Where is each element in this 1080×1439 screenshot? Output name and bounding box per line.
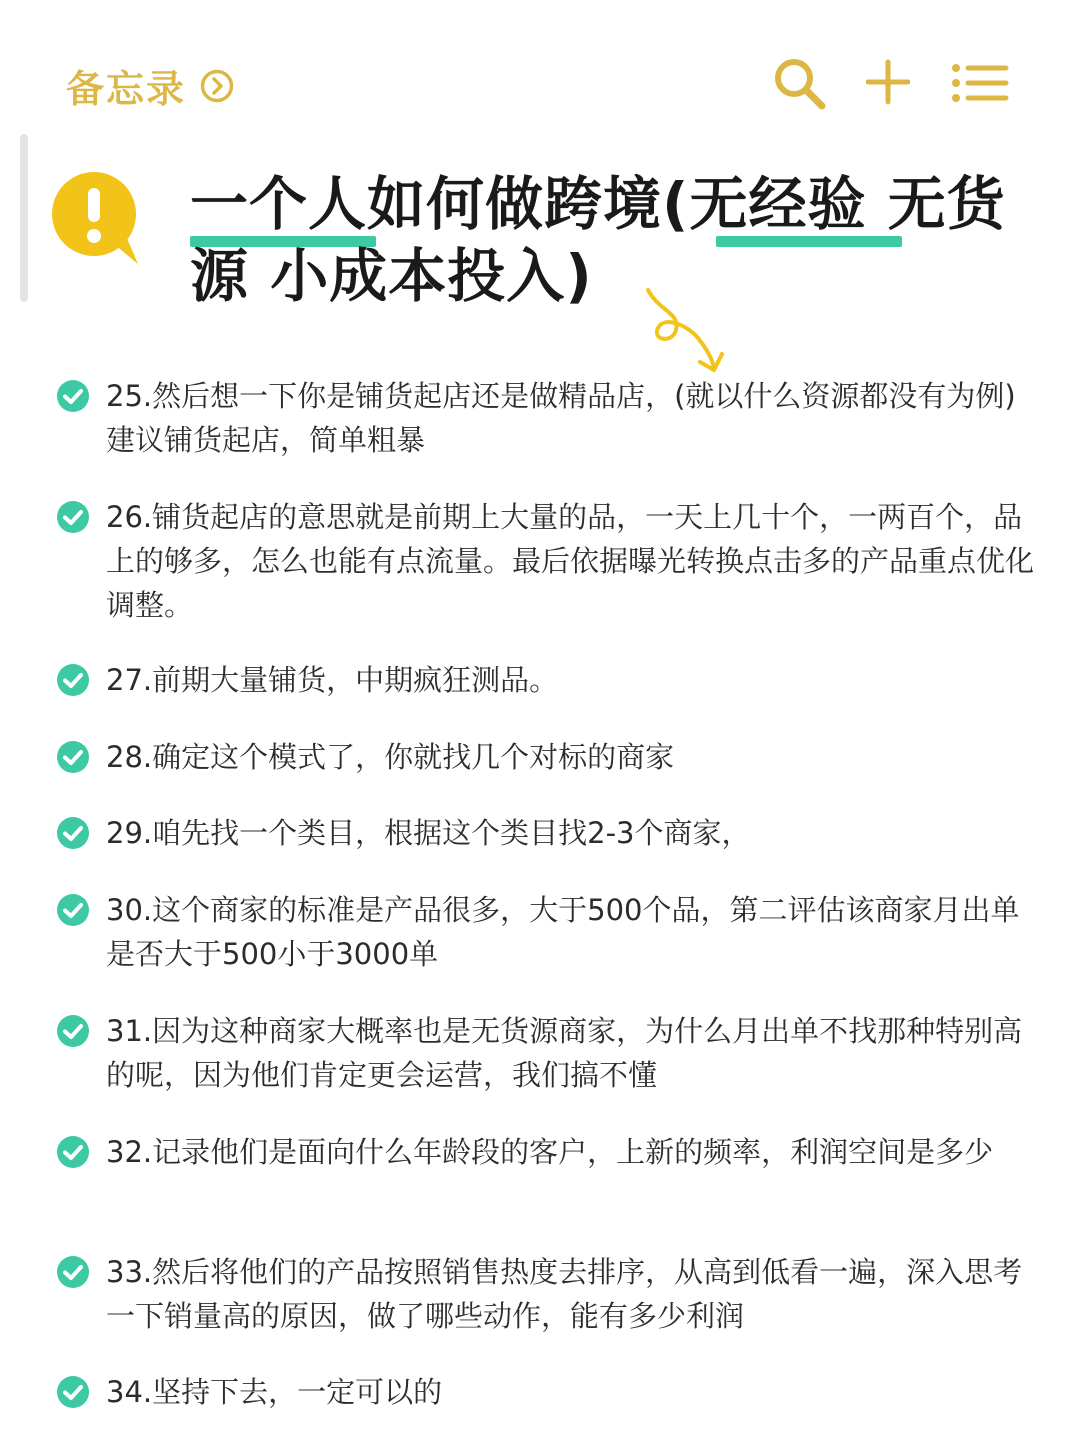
- list-item-text: 26.铺货起店的意思就是前期上大量的品，一天上几十个，一两百个，品上的够多，怎么也能有点流量。最后依据曝光转换点击多的产品重点优化调整。: [106, 500, 1035, 622]
- list-item: [56, 374, 1046, 462]
- list-item-text: 31.因为这种商家大概率也是无货源商家，为什么月出单不找那种特别高的呢，因为他们肯定更会运营，我们搞不懂: [106, 1014, 1023, 1092]
- exclamation-bubble-icon: [46, 168, 146, 268]
- check-circle-icon: [56, 500, 90, 534]
- plus-icon[interactable]: [866, 56, 910, 106]
- chevron-right-circle-icon: [200, 69, 234, 103]
- list-item: [56, 811, 1046, 855]
- list-item: [56, 735, 1046, 779]
- check-circle-icon: [56, 1255, 90, 1289]
- top-bar: [0, 0, 1080, 150]
- list-item-text: 25.然后想一下你是铺货起店还是做精品店，(就以什么资源都没有为例)建议铺货起店，简单粗暴: [106, 379, 1016, 457]
- list-item: [56, 1370, 1046, 1414]
- check-circle-icon: [56, 1375, 90, 1409]
- back-to-notes-link[interactable]: [66, 58, 234, 113]
- list-item-text: 34.坚持下去，一定可以的: [106, 1375, 443, 1409]
- list-item-text: 27.前期大量铺货，中期疯狂测品。: [106, 663, 559, 697]
- list-item: [56, 1250, 1046, 1338]
- list-item: [56, 658, 1046, 702]
- list-icon[interactable]: [950, 56, 1010, 106]
- list-item: [56, 1130, 1046, 1174]
- curly-arrow-doodle: [640, 282, 730, 382]
- list-item: [56, 495, 1046, 627]
- list-item-text: 33.然后将他们的产品按照销售热度去排序，从高到低看一遍，深入思考一下销量高的原因，做了哪些动作，能有多少利润: [106, 1255, 1023, 1333]
- check-circle-icon: [56, 379, 90, 413]
- list-item: [56, 888, 1046, 976]
- check-circle-icon: [56, 1014, 90, 1048]
- check-circle-icon: [56, 740, 90, 774]
- notes-app-label: 备忘录: [66, 67, 187, 111]
- note-title: 一个人如何做跨境(无经验 无货源 小成本投入): [190, 170, 1006, 310]
- check-circle-icon: [56, 1135, 90, 1169]
- check-circle-icon: [56, 893, 90, 927]
- check-circle-icon: [56, 663, 90, 697]
- search-icon[interactable]: [772, 56, 828, 112]
- check-circle-icon: [56, 816, 90, 850]
- list-item-text: 32.记录他们是面向什么年龄段的客户，上新的频率，利润空间是多少: [106, 1135, 994, 1169]
- list-item-text: 29.咱先找一个类目，根据这个类目找2-3个商家，: [106, 816, 751, 850]
- list-item-text: 30.这个商家的标准是产品很多，大于500个品，第二评估该商家月出单是否大于500小于3000单: [106, 893, 1020, 971]
- list-item: [56, 1009, 1046, 1097]
- list-item-text: 28.确定这个模式了，你就找几个对标的商家: [106, 740, 675, 774]
- scroll-indicator[interactable]: [20, 134, 28, 302]
